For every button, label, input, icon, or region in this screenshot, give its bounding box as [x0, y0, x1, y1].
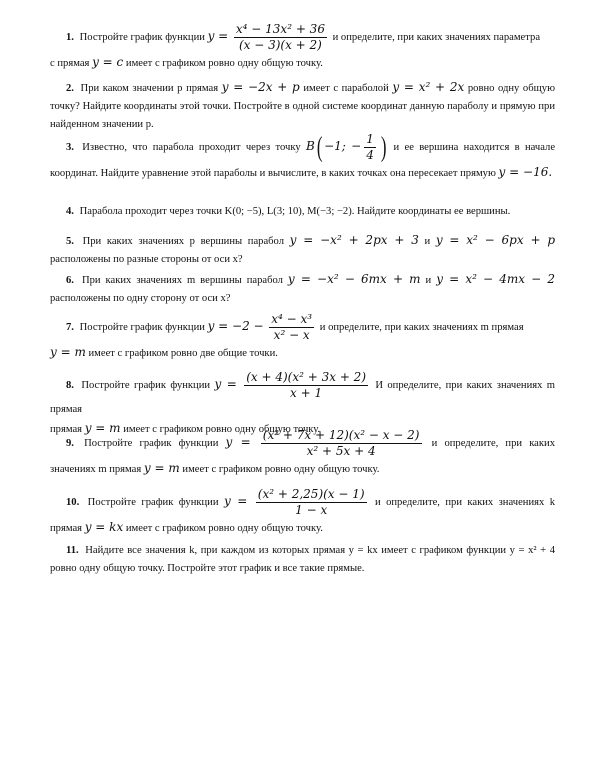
problem-text: имеет с параболой: [303, 83, 389, 94]
formula-fraction: [261, 428, 422, 459]
fraction-denominator: 1 − x: [256, 502, 367, 518]
problem-text: и: [424, 236, 431, 247]
formula-lhs: y =: [214, 376, 237, 391]
formula: y = c: [92, 55, 124, 69]
problem-number: 1.: [66, 31, 74, 43]
problem-number: 2.: [66, 83, 74, 94]
problem-text: ровно одну общую точку? Найдите координаты этой точки. Постройте в одной системе координат данную параболу и прямую при найденном значении p.: [50, 83, 555, 130]
right-paren: ): [380, 131, 387, 163]
problem-text: Известно, что парабола проходит через точку: [82, 141, 301, 153]
problem-6: [50, 270, 555, 308]
fraction-numerator: (x² + 2,25)(x − 1): [257, 487, 365, 501]
problem-text: имеет с графиком ровно одну общую точку.: [125, 58, 323, 69]
problem-text: При каких значениях p вершины парабол: [82, 236, 284, 247]
fraction-denominator: 4: [366, 148, 374, 162]
problem-2: [50, 78, 555, 134]
point-sign: −: [351, 138, 362, 153]
fraction-denominator: x² − x: [269, 327, 314, 343]
problem-text: И определите, при каких значениях m прямая: [50, 379, 556, 415]
problem-text: Парабола проходит через точки K(0; −5), L(3; 10), M(−3; −2). Найдите координаты ее вершины.: [79, 206, 511, 217]
problem-text: расположены по одну сторону от оси x?: [50, 293, 231, 304]
problem-number: 8.: [66, 379, 74, 391]
problem-number: 10.: [66, 496, 80, 508]
formula: y = −x² + 2px + 3: [289, 233, 419, 247]
problem-text: и определите, при каких значениях m прямая: [319, 321, 524, 333]
fraction-numerator: (x + 4)(x² + 3x + 2): [246, 370, 366, 384]
problem-text: Постройте график функции: [79, 321, 205, 333]
problem-number: 6.: [66, 275, 74, 286]
problem-text: При каком значении p прямая: [80, 83, 219, 94]
problem-9: [50, 428, 555, 479]
problem-text: и определите, при каких значениях k прямая: [50, 496, 555, 534]
formula-fraction: [256, 487, 367, 518]
problem-text: имеет с графиком ровно две общие точки.: [88, 348, 278, 359]
fraction-numerator: (x² + 7x + 12)(x² − x − 2): [262, 428, 420, 442]
formula: y = −2x + p: [221, 80, 300, 94]
problem-text: Постройте график функции: [81, 379, 211, 391]
formula: y = m: [50, 345, 86, 359]
formula-fraction: [269, 312, 314, 343]
problem-4: [50, 203, 555, 221]
formula: y = x² + 2x: [392, 80, 465, 94]
fraction-denominator: x² + 5x + 4: [261, 443, 422, 459]
formula-lhs: y = −2 −: [207, 318, 264, 333]
problem-text: расположены по разные стороны от оси x?: [50, 254, 243, 265]
formula: y = x² − 4mx − 2: [436, 272, 556, 286]
formula-lhs: y =: [223, 493, 248, 508]
problem-1: [50, 22, 555, 73]
fraction-numerator: 1: [366, 132, 374, 146]
problem-text: Постройте график функции: [79, 31, 205, 43]
formula: y = x² − 6px + p: [435, 233, 555, 247]
point-label: B: [305, 138, 315, 153]
formula: y = −x² − 6mx + m: [287, 272, 421, 286]
problem-number: 5.: [66, 236, 74, 247]
problem-7: [50, 312, 555, 363]
formula: y = m: [143, 461, 180, 475]
problem-number: 9.: [66, 437, 74, 449]
fraction-denominator: (x − 3)(x + 2): [234, 37, 327, 53]
formula: y = −16.: [498, 165, 553, 179]
problem-text: имеет с графиком ровно одну общую точку.: [125, 523, 323, 534]
problem-number: 7.: [66, 321, 74, 333]
fraction-numerator: x⁴ − x³: [271, 312, 313, 326]
problem-number: 3.: [66, 141, 74, 153]
formula: y = m: [84, 421, 121, 435]
formula-fraction: [234, 22, 327, 53]
problem-11: [50, 542, 555, 578]
problem-text: и ее вершина находится в начале координат. Найдите уравнение этой параболы и вычислите, в каких точках она пересекает прямую: [50, 141, 556, 179]
formula: y = kx: [84, 520, 124, 534]
problem-text: Постройте график функции: [84, 437, 219, 449]
problem-text: При каких значениях m вершины парабол: [81, 275, 283, 286]
problem-5: [50, 231, 555, 269]
formula-fraction: [244, 370, 368, 401]
problem-text: Постройте график функции: [87, 496, 219, 508]
problem-text: имеет с графиком ровно одну общую точку.: [123, 424, 321, 435]
left-paren: (: [316, 131, 323, 163]
formula-lhs: y =: [207, 28, 229, 43]
problem-3: [50, 132, 555, 183]
problem-text: Найдите все значения k, при каждом из которых прямая y = kx имеет с графиком функции y = x² + 4 ровно одну общую точку. Постройте этот график и все такие прямые.: [50, 545, 555, 574]
problem-text: имеет с графиком ровно одну общую точку.: [182, 464, 380, 475]
problem-text: и определите, при каких значениях параметра: [332, 31, 541, 43]
point-fraction: [364, 132, 376, 163]
problem-number: 4.: [66, 206, 74, 217]
fraction-numerator: x⁴ − 13x² + 36: [235, 22, 325, 36]
point-coordinate: −1;: [324, 138, 346, 153]
problem-text: и определите, при каких значениях m прямая: [50, 437, 555, 475]
formula-lhs: y =: [225, 434, 251, 449]
problem-text: прямая: [50, 424, 83, 435]
problem-text: c прямая: [50, 58, 90, 69]
fraction-denominator: x + 1: [244, 385, 368, 401]
problem-10: [50, 487, 555, 538]
problem-number: 11.: [66, 545, 79, 556]
problem-text: и: [425, 275, 432, 286]
